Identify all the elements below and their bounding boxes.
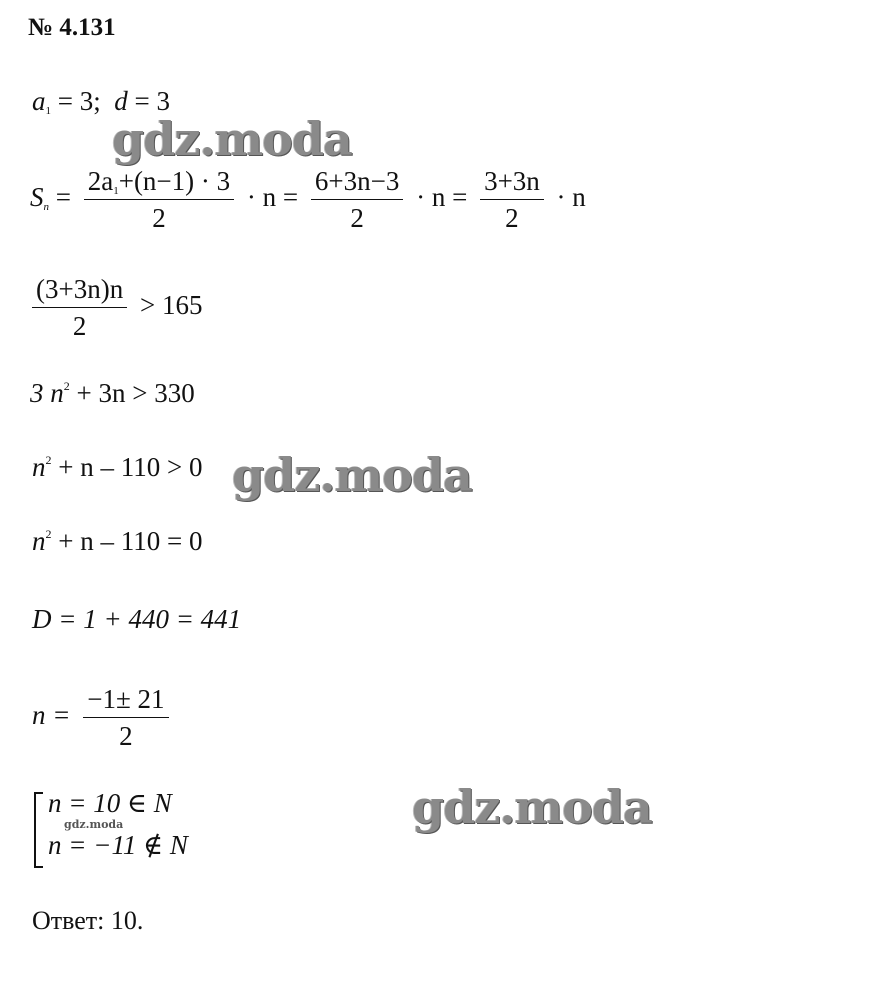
system-bracket [34,792,43,868]
inequality-3 [32,452,202,483]
watermark-2: gdz.moda [232,448,472,502]
roots-fraction [83,684,168,752]
fraction-1 [84,166,234,234]
inequality-3-rest: + n – 110 > 0 [58,452,203,482]
equals-sign: = [55,182,71,213]
inequality-2-term: 3 n [30,378,64,408]
inequality-2-power: 2 [63,379,70,393]
fraction-3 [480,166,544,234]
inequality-1-numerator: (3+3n)n [32,274,127,308]
answer: Ответ: 10. [32,906,144,935]
a-value: = 3; [57,86,101,116]
d-value: = 3 [134,86,170,116]
watermark-3: gdz.moda [412,780,652,834]
sum-formula [30,166,586,234]
fraction-2 [311,166,403,234]
inequality-1-rhs: > 165 [139,290,203,321]
roots-formula [32,684,175,752]
inequality-3-power: 2 [45,453,52,467]
roots-numerator: −1± 21 [83,684,168,718]
fraction-1-numerator-sub: 1 [113,185,119,197]
quadratic-rest: + n – 110 = 0 [58,526,203,556]
times-n-3: · n [556,182,586,213]
inequality-1 [26,274,202,342]
watermark-small: gdz.moda [64,818,124,831]
quadratic-power: 2 [45,527,52,541]
fraction-1-denominator: 2 [152,203,166,233]
roots-denominator: 2 [119,721,133,751]
inequality-2-rest: + 3n > 330 [76,378,195,408]
a-symbol: a [32,86,46,116]
system-row-1: n = 10 ∈ N [48,788,172,818]
roots-lhs: n = [32,700,71,731]
watermark-1: gdz.moda [112,112,352,166]
quadratic-equation [32,526,202,557]
fraction-2-numerator: 6+3n−3 [311,166,403,200]
inequality-1-denominator: 2 [72,311,87,341]
fraction-3-denominator: 2 [505,203,519,233]
s-symbol: S [30,182,44,213]
inequality-3-term: n [32,452,46,482]
times-n-2: · n = [416,182,468,213]
fraction-3-numerator: 3+3n [480,166,544,200]
problem-number: № 4.131 [28,14,116,41]
inequality-1-fraction [32,274,127,342]
d-symbol: d [114,86,128,116]
quadratic-term: n [32,526,46,556]
inequality-2 [30,378,195,409]
a-subscript: 1 [45,105,51,117]
fraction-1-numerator-a: 2a [87,166,114,196]
s-subscript: n [43,201,49,214]
fraction-2-denominator: 2 [350,203,364,233]
times-n-1: · n = [246,182,299,213]
discriminant: D = 1 + 440 = 441 [32,604,242,634]
fraction-1-numerator-rest: +(n−1) · 3 [118,166,231,196]
system-row-2: n = −11 ∉ N [48,830,188,860]
